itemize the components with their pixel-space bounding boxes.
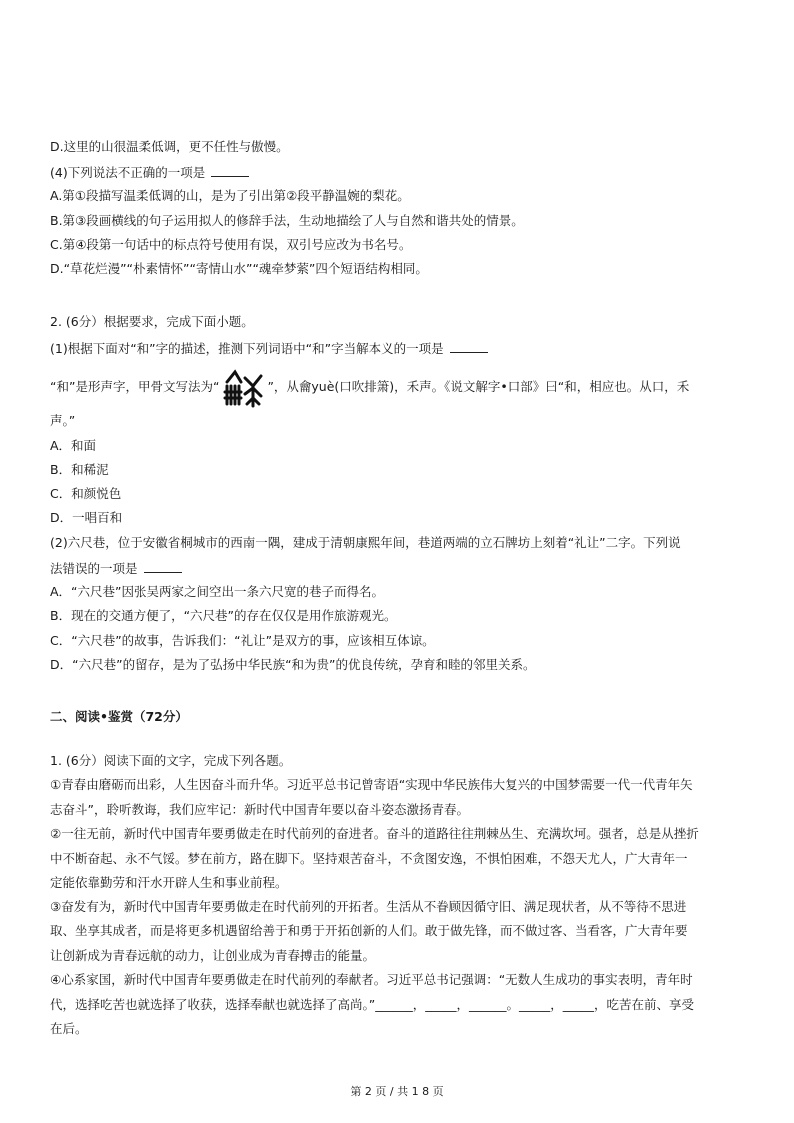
q2-sub1-option-a: A．和面 [50, 438, 97, 453]
passage-line: 取、坐享其成者，而是将更多机遇留给善于和勇于开拓创新的人们。敢于做先锋，而不做过客、当看客，广大青年要 [50, 923, 688, 938]
q2-sub1-option-d: D．一唱百和 [50, 510, 123, 525]
passage-line: 定能依靠勤劳和汗水开辟人生和事业前程。 [50, 875, 288, 890]
q1-sub4-option-d: D.“草花烂漫”“朴素情怀”“寄情山水”“魂牵梦萦”四个短语结构相同。 [50, 261, 428, 276]
reading-q1-header: 1. (6分）阅读下面的文字，完成下列各题。 [50, 753, 292, 768]
passage-line: 代，选择吃苦也就选择了收获，选择奉献也就选择了高尚。”______，_____，______。_____，_____，吃苦在前、享受 [50, 997, 694, 1012]
passage-line: 在后。 [50, 1021, 88, 1036]
passage-line: ③奋发有为，新时代中国青年要勇做走在时代前列的开拓者。生活从不眷顾因循守旧、满足现状者，从不等待不思进 [50, 899, 687, 914]
q2-sub2-option-a: A．“六尺巷”因张吴两家之间空出一条六尺宽的巷子而得名。 [50, 584, 385, 599]
q2-description-line1: “和”是形声字，甲骨文写法为“ ”，从龠yuè(口吹排箫)，禾声。《说文解字•口部》曰“和，相应也。从口，禾 [50, 367, 689, 408]
oracle-bone-he-glyph [221, 368, 265, 408]
passage-line: ①青春由磨砺而出彩，人生因奋斗而升华。习近平总书记曾寄语“实现中华民族伟大复兴的中国梦需要一代一代青年矢 [50, 777, 693, 792]
q2-sub1-option-b: B．和稀泥 [50, 462, 109, 477]
answer-blank [211, 165, 249, 177]
q1-sub4-option-c: C.第④段第一句话中的标点符号使用有误，双引号应改为书名号。 [50, 237, 412, 252]
q2-sub2-stem-1: (2)六尺巷，位于安徽省桐城市的西南一隅，建成于清朝康熙年间，巷道两端的立石牌坊上刻着“礼让”二字。下列说 [50, 535, 681, 550]
q2-header: 2. (6分）根据要求，完成下面小题。 [50, 314, 254, 329]
q2-sub1-stem: (1)根据下面对“和”字的描述，推测下列词语中“和”字当解本义的一项是 [50, 340, 488, 358]
q1-option-d: D.这里的山很温柔低调，更不任性与傲慢。 [50, 139, 289, 154]
q2-description-line2: 声。” [50, 413, 76, 428]
passage-line: ②一往无前，新时代中国青年要勇做走在时代前列的奋进者。奋斗的道路往往荆棘丛生、充满坎坷。强者，总是从挫折 [50, 826, 699, 841]
section-heading: 二、阅读•鉴赏（72分） [50, 709, 188, 724]
q2-sub2-option-d: D．“六尺巷”的留存，是为了弘扬中华民族“和为贵”的优良传统，孕育和睦的邻里关系。 [50, 657, 536, 672]
q2-sub2-option-b: B．现在的交通方便了，“六尺巷”的存在仅仅是用作旅游观光。 [50, 608, 397, 623]
q1-sub4-option-a: A.第①段描写温柔低调的山，是为了引出第②段平静温婉的梨花。 [50, 188, 410, 203]
passage-line: 让创新成为青春远航的动力，让创业成为青春搏击的能量。 [50, 948, 376, 963]
q2-sub2-stem-2: 法错误的一项是 [50, 560, 182, 578]
answer-blank [144, 561, 182, 573]
page-number-footer: 第 2 页 / 共 1 8 页 [350, 1085, 444, 1098]
q2-sub1-option-c: C．和颜悦色 [50, 486, 122, 501]
q1-sub4-stem: (4)下列说法不正确的一项是 [50, 164, 249, 182]
passage-line: 中不断奋起、永不气馁。梦在前方，路在脚下。坚持艰苦奋斗，不贪图安逸，不惧怕困难，不怨天尤人，广大青年一 [50, 851, 688, 866]
passage-line: ④心系家国，新时代中国青年要勇做走在时代前列的奉献者。习近平总书记强调：“无数人生成功的事实表明，青年时 [50, 972, 693, 987]
answer-blank [450, 341, 488, 353]
q2-sub2-option-c: C．“六尺巷”的故事，告诉我们：“礼让”是双方的事，应该相互体谅。 [50, 633, 435, 648]
passage-line: 志奋斗”，聆听教诲，我们应牢记：新时代中国青年要以奋斗姿态激扬青春。 [50, 802, 469, 817]
q1-sub4-option-b: B.第③段画横线的句子运用拟人的修辞手法，生动地描绘了人与自然和谐共处的情景。 [50, 213, 524, 228]
